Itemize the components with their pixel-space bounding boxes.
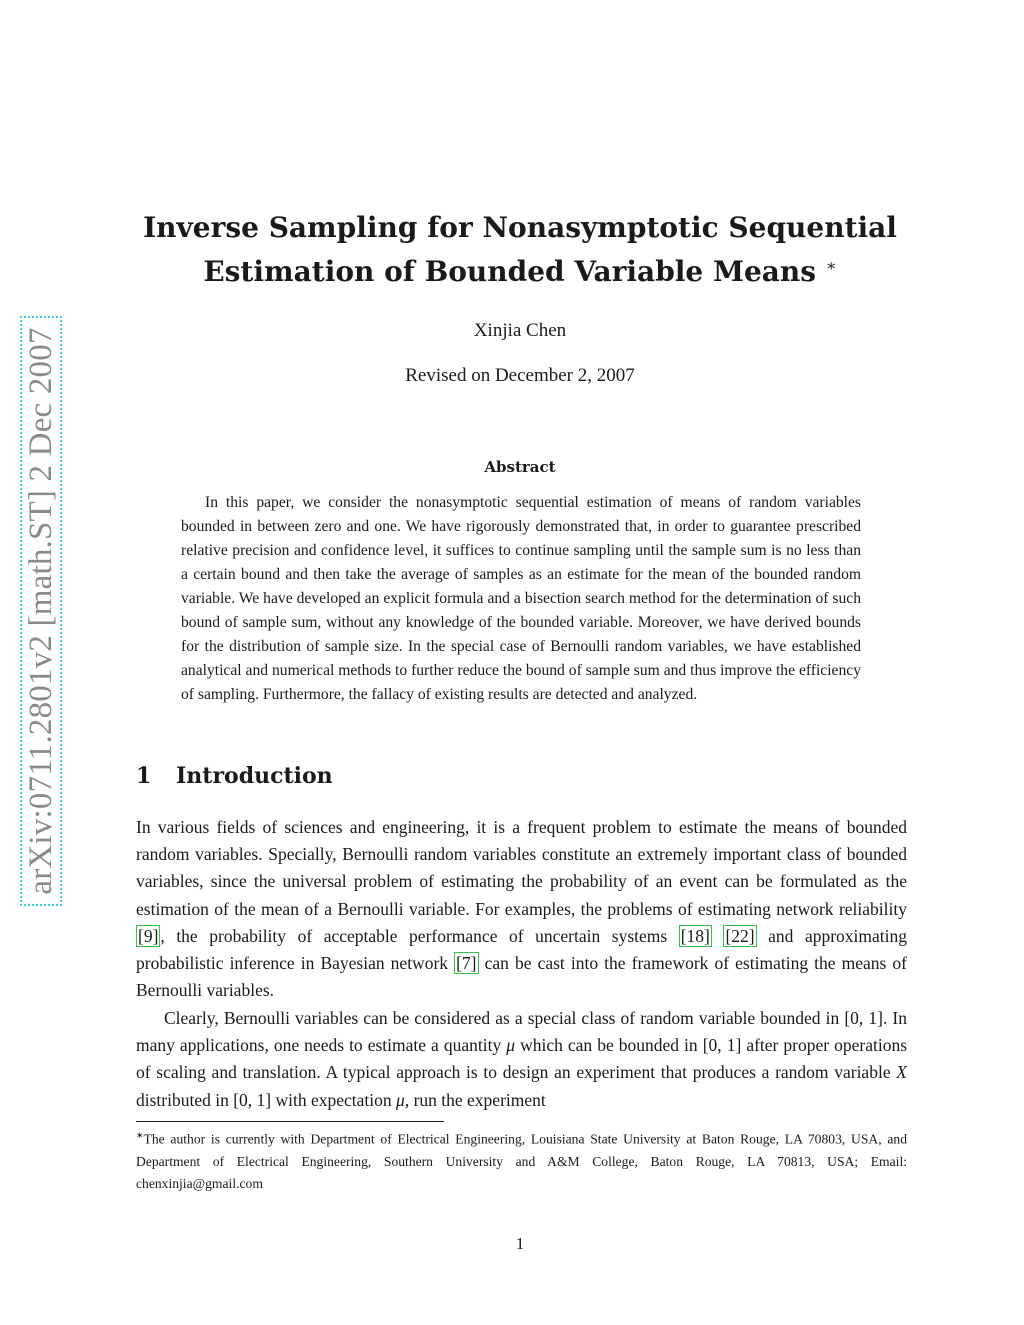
footnote-divider xyxy=(136,1121,444,1122)
math-interval: [0, 1] xyxy=(702,1035,742,1056)
author-name: Xinjia Chen xyxy=(473,320,567,341)
abstract-text: In this paper, we consider the nonasymptotic sequential estimation of means of random variables bounded in between zero and one. We have rigorously demonstrated that, in order to guarantee prescribed relative precision and confidence level, it suffices to continue sampling until the sample sum is no less than a certain bound and then take the average of samples as an estimate for the mean of the bounded random variable. We have developed an explicit formula and a bisection search method for the determination of such bound of sample sum, without any knowledge of the bounded variable. Moreover, we have derived bounds for the distribution of sample size. In the special case of Bernoulli random variables, we have established analytical and numerical methods to further reduce the bound of sample sum and thus improve the efficiency of sampling. Furthermore, the fallacy of existing results are detected and analyzed. xyxy=(181,494,861,703)
abstract-heading: Abstract xyxy=(484,458,556,476)
math-interval: [0, 1] xyxy=(844,1008,883,1028)
section-heading-introduction xyxy=(136,763,333,789)
title-line-1: Inverse Sampling for Nonasymptotic Sequential xyxy=(143,211,897,244)
math-variable-x: X xyxy=(896,1062,907,1083)
page-number: 1 xyxy=(515,1234,525,1253)
section-title: Introduction xyxy=(176,763,333,789)
footnote xyxy=(136,1124,907,1195)
intro-paragraph-2: Clearly, Bernoulli variables can be considered as a special class of random variable bounded in [0, 1]. In many applications, one needs to estimate a quantity μ which can be bounded in [0, 1] after proper operations of scaling and translation. A typical approach is to design an experiment that produces a random variable X distributed in [0, 1] with expectation μ, run the experiment xyxy=(136,1008,908,1110)
title-footnote-mark[interactable]: ∗ xyxy=(825,256,837,275)
citation-link-9[interactable]: [9] xyxy=(138,925,159,946)
math-mu: μ xyxy=(506,1035,516,1056)
title-line-2: Estimation of Bounded Variable Means xyxy=(203,255,817,288)
math-mu: μ xyxy=(396,1089,405,1110)
footnote-mark: ∗ xyxy=(136,1130,144,1140)
citation-link-18[interactable]: [18] xyxy=(680,925,710,946)
section-number: 1 xyxy=(136,763,152,789)
revision-date: Revised on December 2, 2007 xyxy=(405,365,635,386)
citation-link-7[interactable]: [7] xyxy=(456,953,477,974)
intro-paragraph-1: In various fields of sciences and engineering, it is a frequent problem to estimate the means of bounded random variables. Specially, Bernoulli random variables constitute an extremely important class of bounded variables, since the universal problem of estimating the probability of an event can be formulated as the estimation of the mean of a Bernoulli variable. For examples, the problems of estimating network reliability [9] , the probability of acceptable performance of uncertain systems [18] [22] and approximating probabilistic inference in Bayesian network [7] can be cast into the framework of estimating the means of Bernoulli variables. xyxy=(136,817,907,1001)
math-interval: [0, 1] xyxy=(233,1089,272,1110)
arxiv-identifier[interactable]: arXiv:0711.2801v2 [math.ST] 2 Dec 2007 xyxy=(22,327,59,895)
paper-title xyxy=(130,206,910,294)
footnote-text: The author is currently with Department of Electrical Engineering, Louisiana State University at Baton Rouge, LA 70803, USA, and Department of Electrical Engineering, Southern University and A&M College, Baton Rouge, LA 70813, USA; Email: chenxinjia@gmail.com xyxy=(136,1131,907,1191)
citation-link-22[interactable]: [22] xyxy=(725,925,755,946)
